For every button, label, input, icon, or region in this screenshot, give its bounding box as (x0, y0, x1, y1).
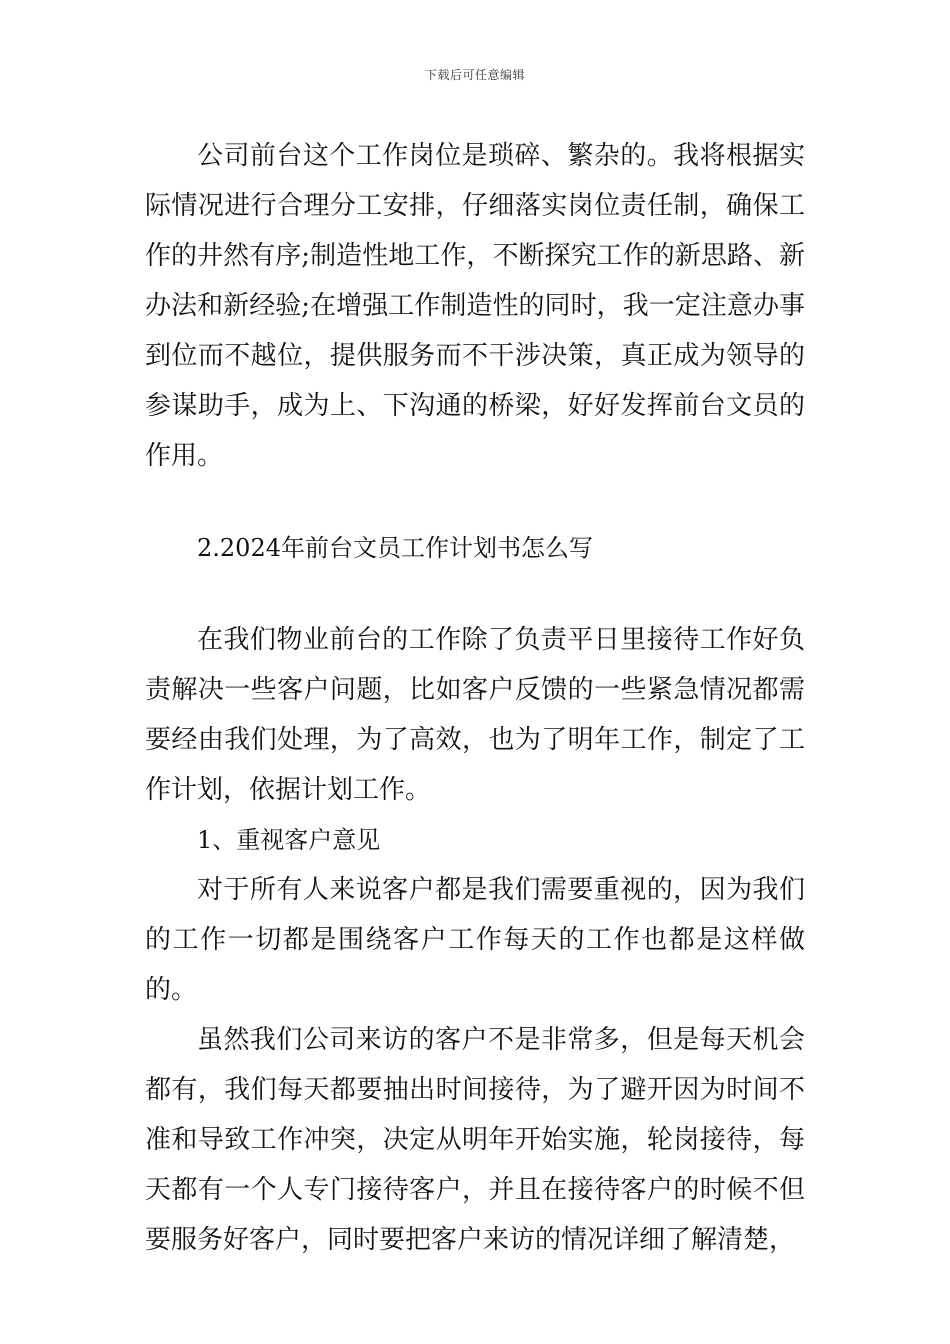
paragraph-property-front-desk: 在我们物业前台的工作除了负责平日里接待工作好负责解决一些客户问题，比如客户反馈的一些紧急情况都需要经由我们处理，为了高效，也为了明年工作，制定了工作计划，依据计划工作。 (145, 625, 805, 805)
section-spacer (145, 573, 805, 615)
list-item-title-1: 1、重视客户意见 (197, 826, 381, 854)
document-body (145, 131, 805, 1265)
page-header-note: 下载后可任意编辑 (424, 68, 525, 82)
section-heading-2: 2.2024年前台文员工作计划书怎么写 (197, 534, 593, 562)
paragraph-customer-importance: 对于所有人来说客户都是我们需要重视的，因为我们的工作一切都是围绕客户工作每天的工作也都是这样做的。 (145, 875, 805, 1005)
section-spacer (145, 481, 805, 523)
paragraph-front-desk-duties: 公司前台这个工作岗位是琐碎、繁杂的。我将根据实际情况进行合理分工安排，仔细落实岗位责任制，确保工作的井然有序;制造性地工作，不断探究工作的新思路、新办法和新经验;在增强工作制造性的同时，我一定注意办事到位而不越位，提供服务而不干涉决策，真正成为领导的参谋助手，成为上、下沟通的桥梁，好好发挥前台文员的作用。 (145, 141, 805, 471)
paragraph-rotation-reception: 虽然我们公司来访的客户不是非常多，但是每天机会都有，我们每天都要抽出时间接待，为了避开因为时间不准和导致工作冲突，决定从明年开始实施，轮岗接待，每天都有一个人专门接待客户，并且在接待客户的时候不但要服务好客户，同时要把客户来访的情况详细了解清楚， (145, 1025, 805, 1255)
